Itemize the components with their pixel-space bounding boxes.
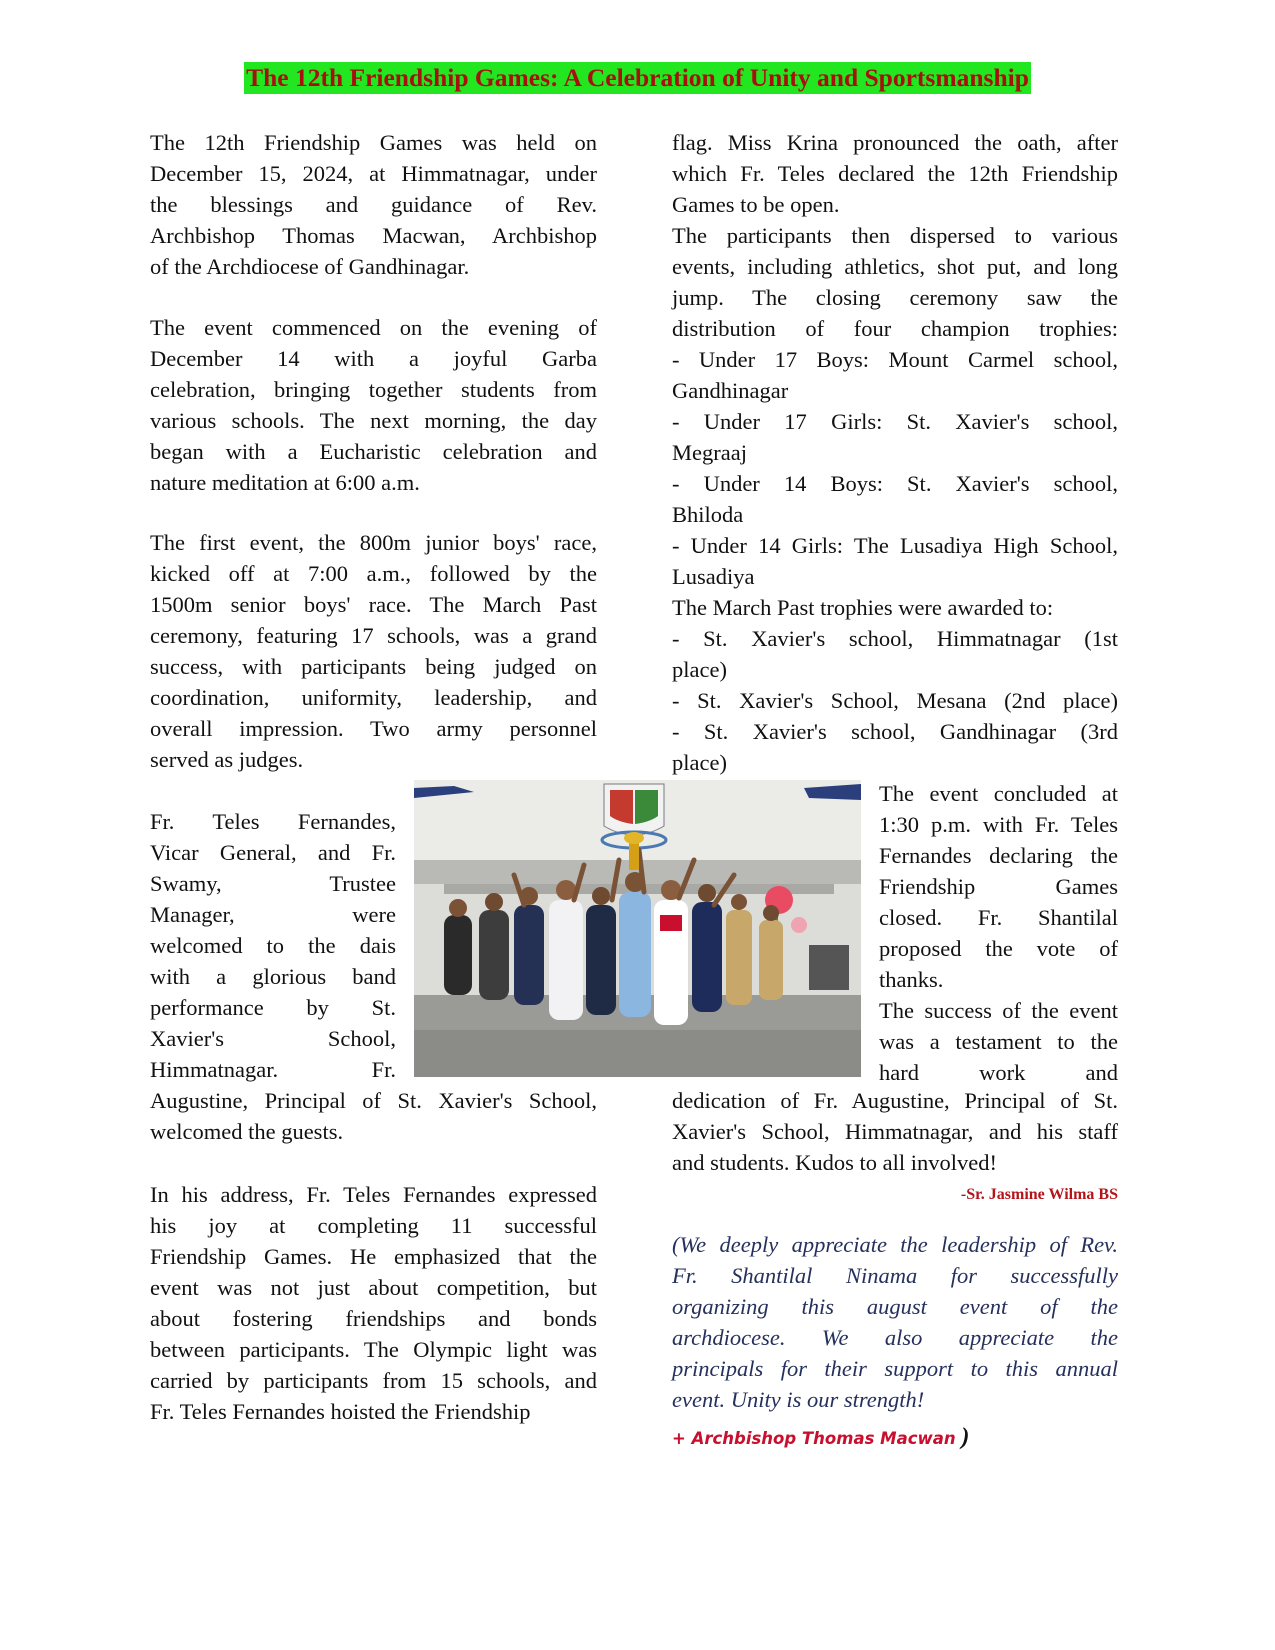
text-line: 1:30 p.m. with Fr. Teles <box>879 812 1118 837</box>
text-line: The first event, the 800m junior boys' race, <box>150 530 597 555</box>
text-line: dedication of Fr. Augustine, Principal of St. <box>672 1088 1118 1113</box>
quote-signature-name: + Archbishop Thomas Macwan <box>672 1429 956 1448</box>
text-line: Swamy, Trustee <box>150 871 396 896</box>
text-line: Games to be open. <box>672 192 840 217</box>
text-line: Fr. Teles Fernandes, <box>150 809 396 834</box>
text-line: organizing this august event of the <box>672 1294 1118 1319</box>
right-paragraph-1 <box>672 127 1118 778</box>
text-line: - St. Xavier's school, Gandhinagar (3rd <box>672 719 1118 744</box>
text-line: In his address, Fr. Teles Fernandes expressed <box>150 1182 597 1207</box>
text-line: Vicar General, and Fr. <box>150 840 396 865</box>
text-line: Archbishop Thomas Macwan, Archbishop <box>150 223 597 248</box>
text-line: the blessings and guidance of Rev. <box>150 192 597 217</box>
left-paragraph-1 <box>150 127 597 282</box>
right-paragraph-2-wide <box>672 1085 1118 1178</box>
text-line: kicked off at 7:00 a.m., followed by the <box>150 561 597 586</box>
text-line: events, including athletics, shot put, and long <box>672 254 1118 279</box>
text-line: Fernandes declaring the <box>879 843 1118 868</box>
text-line: - St. Xavier's school, Himmatnagar (1st <box>672 626 1118 651</box>
text-line: was a testament to the <box>879 1029 1118 1054</box>
text-line: Megraaj <box>672 440 747 465</box>
text-line: The 12th Friendship Games was held on <box>150 130 597 155</box>
left-paragraph-5 <box>150 1179 597 1427</box>
text-line: - Under 17 Girls: St. Xavier's school, <box>672 409 1118 434</box>
text-line: overall impression. Two army personnel <box>150 716 597 741</box>
text-line: - Under 14 Girls: The Lusadiya High School, <box>672 533 1118 558</box>
text-line: flag. Miss Krina pronounced the oath, after <box>672 130 1118 155</box>
quote-signature <box>672 1424 969 1451</box>
text-line: The participants then dispersed to various <box>672 223 1118 248</box>
text-line: Friendship Games <box>879 874 1118 899</box>
text-line: December 14 with a joyful Garba <box>150 346 597 371</box>
author-signature: -Sr. Jasmine Wilma BS <box>960 1186 1118 1203</box>
text-line: nature meditation at 6:00 a.m. <box>150 470 420 495</box>
text-line: his joy at completing 11 successful <box>150 1213 597 1238</box>
text-line: ceremony, featuring 17 schools, was a grand <box>150 623 597 648</box>
text-line: The March Past trophies were awarded to: <box>672 595 1054 620</box>
text-line: 1500m senior boys' race. The March Past <box>150 592 597 617</box>
text-line: Augustine, Principal of St. Xavier's School, <box>150 1088 597 1113</box>
text-line: success, with participants being judged on <box>150 654 597 679</box>
text-line: hard work and <box>879 1060 1118 1085</box>
text-line: performance by St. <box>150 995 396 1020</box>
text-line: and students. Kudos to all involved! <box>672 1150 997 1175</box>
archbishop-quote <box>672 1229 1118 1415</box>
text-line: place) <box>672 657 727 682</box>
quote-closing-paren: ) <box>961 1424 970 1450</box>
text-line: thanks. <box>879 967 944 992</box>
text-line: of the Archdiocese of Gandhinagar. <box>150 254 470 279</box>
text-line: coordination, uniformity, leadership, and <box>150 685 597 710</box>
article-title: The 12th Friendship Games: A Celebration of Unity and Sportsmanship <box>246 63 1029 92</box>
text-line: welcomed to the dais <box>150 933 396 958</box>
text-line: served as judges. <box>150 747 304 772</box>
trophy-group-photo-illustration <box>414 780 861 1077</box>
text-line: Xavier's School, Himmatnagar, and his staff <box>672 1119 1118 1144</box>
event-photo <box>414 780 861 1077</box>
text-line: proposed the vote of <box>879 936 1118 961</box>
text-line: Xavier's School, <box>150 1026 396 1051</box>
text-line: place) <box>672 750 727 775</box>
text-line: December 15, 2024, at Himmatnagar, under <box>150 161 597 186</box>
text-line: which Fr. Teles declared the 12th Friendship <box>672 161 1118 186</box>
text-line: Manager, were <box>150 902 396 927</box>
text-line: principals for their support to this annual <box>672 1356 1118 1381</box>
right-paragraph-2-narrow <box>879 778 1118 1088</box>
text-line: - Under 17 Boys: Mount Carmel school, <box>672 347 1118 372</box>
text-line: closed. Fr. Shantilal <box>879 905 1118 930</box>
text-line: Fr. Shantilal Ninama for successfully <box>672 1263 1118 1288</box>
text-line: The success of the event <box>879 998 1118 1023</box>
text-line: about fostering friendships and bonds <box>150 1306 597 1331</box>
left-paragraph-3 <box>150 527 597 775</box>
text-line: event. Unity is our strength! <box>672 1387 925 1412</box>
text-line: carried by participants from 15 schools, and <box>150 1368 597 1393</box>
text-line: - Under 14 Boys: St. Xavier's school, <box>672 471 1118 496</box>
text-line: began with a Eucharistic celebration and <box>150 439 597 464</box>
text-line: various schools. The next morning, the day <box>150 408 597 433</box>
text-line: Himmatnagar. Fr. <box>150 1057 396 1082</box>
text-line: The event commenced on the evening of <box>150 315 597 340</box>
text-line: welcomed the guests. <box>150 1119 344 1144</box>
left-paragraph-2 <box>150 312 597 498</box>
text-line: The event concluded at <box>879 781 1118 806</box>
text-line: between participants. The Olympic light was <box>150 1337 597 1362</box>
text-line: Lusadiya <box>672 564 755 589</box>
left-paragraph-4-narrow <box>150 806 396 1085</box>
text-line: distribution of four champion trophies: <box>672 316 1118 341</box>
text-line: (We deeply appreciate the leadership of Rev. <box>672 1232 1118 1257</box>
text-line: Friendship Games. He emphasized that the <box>150 1244 597 1269</box>
text-line: - St. Xavier's School, Mesana (2nd place) <box>672 688 1118 713</box>
text-line: with a glorious band <box>150 964 396 989</box>
text-line: jump. The closing ceremony saw the <box>672 285 1118 310</box>
text-line: Fr. Teles Fernandes hoisted the Friendship <box>150 1399 531 1424</box>
title-container <box>0 62 1275 94</box>
text-line: event was not just about competition, but <box>150 1275 597 1300</box>
text-line: archdiocese. We also appreciate the <box>672 1325 1118 1350</box>
text-line: Gandhinagar <box>672 378 789 403</box>
text-line: celebration, bringing together students from <box>150 377 597 402</box>
left-paragraph-4-wide <box>150 1085 597 1147</box>
text-line: Bhiloda <box>672 502 744 527</box>
